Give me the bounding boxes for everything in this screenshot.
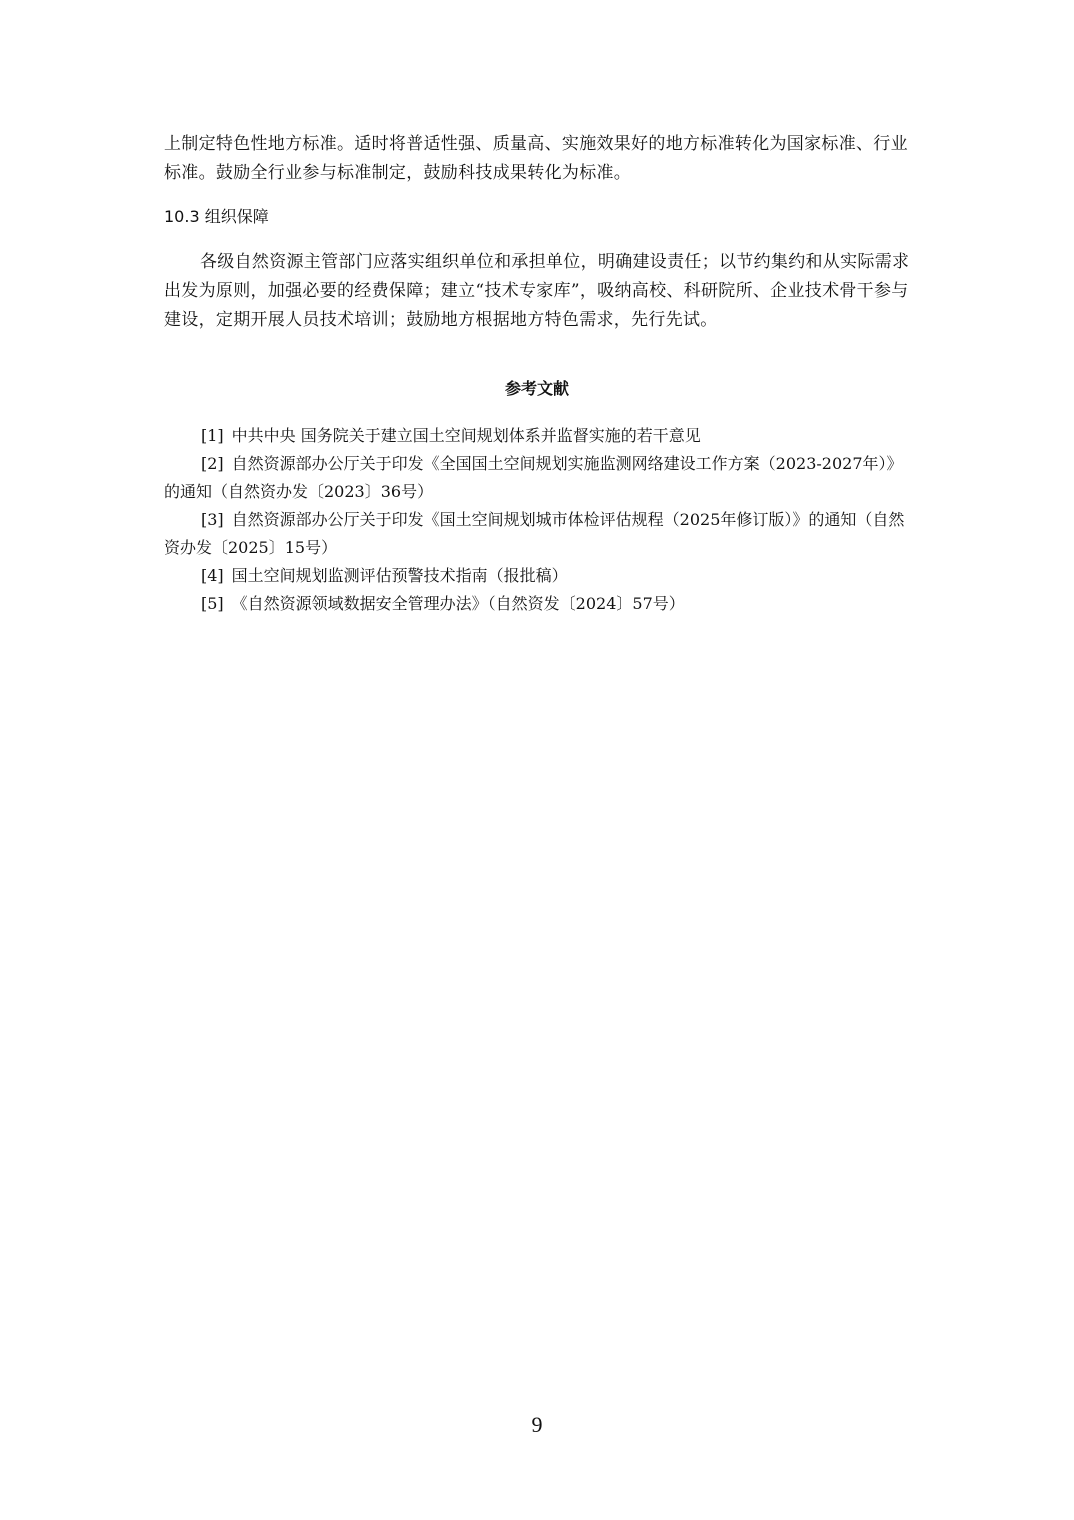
- reference-item: [164, 450, 914, 506]
- reference-item: [164, 422, 914, 450]
- page-number: 9: [531, 1412, 543, 1437]
- reference-text: 国土空间规划监测评估预警技术指南（报批稿）: [231, 566, 568, 585]
- references-list: [164, 422, 914, 618]
- reference-number: [3]: [201, 510, 224, 529]
- reference-text: 《自然资源领域数据安全管理办法》（自然资发〔2024〕57号）: [231, 594, 685, 613]
- reference-number: [4]: [201, 566, 224, 585]
- reference-text: 中共中央 国务院关于建立国土空间规划体系并监督实施的若干意见: [231, 426, 701, 445]
- reference-text: 自然资源部办公厅关于印发《全国国土空间规划实施监测网络建设工作方案（2023-2027年）》的通知（自然资办发〔2023〕36号）: [164, 454, 903, 501]
- references-title: 参考文献: [504, 379, 569, 398]
- reference-text: 自然资源部办公厅关于印发《国土空间规划城市体检评估规程（2025年修订版）》的通知（自然资办发〔2025〕15号）: [164, 510, 905, 557]
- paragraph-text: 上制定特色性地方标准。适时将普适性强、质量高、实施效果好的地方标准转化为国家标准、行业标准。鼓励全行业参与标准制定，鼓励科技成果转化为标准。: [164, 134, 908, 183]
- reference-item: [164, 590, 914, 618]
- body-paragraph-1: [164, 130, 914, 188]
- reference-number: [2]: [201, 454, 224, 473]
- reference-item: [164, 506, 914, 562]
- paragraph-text: 各级自然资源主管部门应落实组织单位和承担单位，明确建设责任；以节约集约和从实际需求出发为原则，加强必要的经费保障；建立“技术专家库”，吸纳高校、科研院所、企业技术骨干参与建设，定期开展人员技术培训；鼓励地方根据地方特色需求，先行先试。: [164, 252, 910, 330]
- body-paragraph-2: [164, 248, 914, 335]
- reference-number: [1]: [201, 426, 224, 445]
- reference-item: [164, 562, 914, 590]
- section-heading: 10.3 组织保障: [164, 207, 269, 226]
- reference-number: [5]: [201, 594, 224, 613]
